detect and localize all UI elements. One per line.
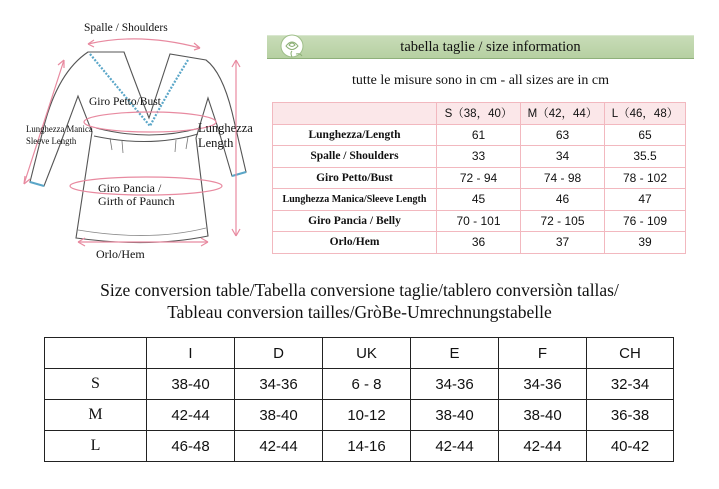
table-cell: 34-36 bbox=[235, 369, 323, 400]
table-cell: 35.5 bbox=[605, 146, 686, 168]
table-row bbox=[273, 210, 686, 232]
conversion-header-row bbox=[45, 338, 674, 369]
table-cell: 74 - 98 bbox=[521, 167, 605, 189]
row-label-shoulders: Spalle / Shoulders bbox=[273, 146, 437, 168]
hem-label: Orlo/Hem bbox=[96, 247, 145, 261]
length-label-it: Lunghezza bbox=[198, 121, 253, 135]
conv-row-label-m: M bbox=[45, 400, 147, 431]
garment-illustration bbox=[0, 0, 270, 270]
table-cell: 34-36 bbox=[411, 369, 499, 400]
sleeve-length-label-it: Lunghezza Manica bbox=[26, 125, 93, 135]
table-row bbox=[273, 232, 686, 254]
table-cell: 10-12 bbox=[323, 400, 411, 431]
table-cell: 39 bbox=[605, 232, 686, 254]
table-cell: 65 bbox=[605, 124, 686, 146]
conv-col-uk: UK bbox=[323, 338, 411, 369]
conversion-title-line1: Size conversion table/Tabella conversione taglie/tablero conversiòn tallas/ bbox=[100, 280, 619, 300]
conv-col-f: F bbox=[499, 338, 587, 369]
size-table-corner bbox=[273, 103, 437, 125]
row-label-bust: Giro Petto/Bust bbox=[273, 167, 437, 189]
table-row bbox=[273, 189, 686, 211]
table-row bbox=[273, 167, 686, 189]
size-info-title: tabella taglie / size information bbox=[400, 39, 581, 55]
size-table-header-row bbox=[273, 103, 686, 125]
conv-col-i: I bbox=[147, 338, 235, 369]
table-cell: 14-16 bbox=[323, 431, 411, 462]
table-cell: 32-34 bbox=[587, 369, 674, 400]
size-col-m: M（42，44） bbox=[521, 103, 605, 125]
table-row bbox=[273, 146, 686, 168]
conv-col-d: D bbox=[235, 338, 323, 369]
conv-row-label-s: S bbox=[45, 369, 147, 400]
table-cell: 42-44 bbox=[499, 431, 587, 462]
conv-col-ch: CH bbox=[587, 338, 674, 369]
size-info-header bbox=[267, 35, 694, 59]
table-cell: 40-42 bbox=[587, 431, 674, 462]
table-cell: 37 bbox=[521, 232, 605, 254]
conversion-title-line2: Tableau conversion tailles/GròBe-Umrechnungstabelle bbox=[167, 302, 552, 322]
table-cell: 33 bbox=[437, 146, 521, 168]
sleeve-length-label-en: Sleeve Length bbox=[26, 137, 77, 147]
paunch-label-en: Girth of Paunch bbox=[98, 194, 175, 208]
table-cell: 45 bbox=[437, 189, 521, 211]
units-note: tutte le misure sono in cm - all sizes are in cm bbox=[352, 73, 609, 88]
size-information-table bbox=[272, 102, 686, 254]
table-row bbox=[45, 369, 674, 400]
table-cell: 47 bbox=[605, 189, 686, 211]
row-label-sleeve-length: Lunghezza Manica/Sleeve Length bbox=[273, 189, 437, 211]
table-cell: 42-44 bbox=[235, 431, 323, 462]
table-row bbox=[45, 431, 674, 462]
table-cell: 70 - 101 bbox=[437, 210, 521, 232]
size-conversion-table bbox=[44, 337, 674, 462]
table-cell: 38-40 bbox=[235, 400, 323, 431]
bust-label: Giro Petto/Bust bbox=[89, 96, 161, 108]
table-cell: 38-40 bbox=[499, 400, 587, 431]
table-cell: 34-36 bbox=[499, 369, 587, 400]
rose-icon bbox=[276, 32, 308, 62]
table-cell: 61 bbox=[437, 124, 521, 146]
table-cell: 46 bbox=[521, 189, 605, 211]
table-cell: 63 bbox=[521, 124, 605, 146]
table-cell: 42-44 bbox=[147, 400, 235, 431]
conversion-corner bbox=[45, 338, 147, 369]
table-cell: 78 - 102 bbox=[605, 167, 686, 189]
paunch-label-it: Giro Pancia / bbox=[98, 181, 162, 195]
row-label-belly: Giro Pancia / Belly bbox=[273, 210, 437, 232]
table-cell: 46-48 bbox=[147, 431, 235, 462]
conversion-title bbox=[0, 279, 719, 323]
row-label-length: Lunghezza/Length bbox=[273, 124, 437, 146]
table-cell: 38-40 bbox=[411, 400, 499, 431]
table-cell: 36-38 bbox=[587, 400, 674, 431]
table-cell: 6 - 8 bbox=[323, 369, 411, 400]
conv-row-label-l: L bbox=[45, 431, 147, 462]
table-cell: 36 bbox=[437, 232, 521, 254]
table-cell: 76 - 109 bbox=[605, 210, 686, 232]
table-cell: 38-40 bbox=[147, 369, 235, 400]
table-cell: 34 bbox=[521, 146, 605, 168]
conv-col-e: E bbox=[411, 338, 499, 369]
row-label-hem: Orlo/Hem bbox=[273, 232, 437, 254]
table-cell: 72 - 105 bbox=[521, 210, 605, 232]
shoulders-label: Spalle / Shoulders bbox=[84, 22, 168, 34]
size-col-l: L（46，48） bbox=[605, 103, 686, 125]
length-label-en: Length bbox=[198, 136, 234, 150]
table-cell: 72 - 94 bbox=[437, 167, 521, 189]
table-row bbox=[273, 124, 686, 146]
table-cell: 42-44 bbox=[411, 431, 499, 462]
table-row bbox=[45, 400, 674, 431]
size-col-s: S（38，40） bbox=[437, 103, 521, 125]
